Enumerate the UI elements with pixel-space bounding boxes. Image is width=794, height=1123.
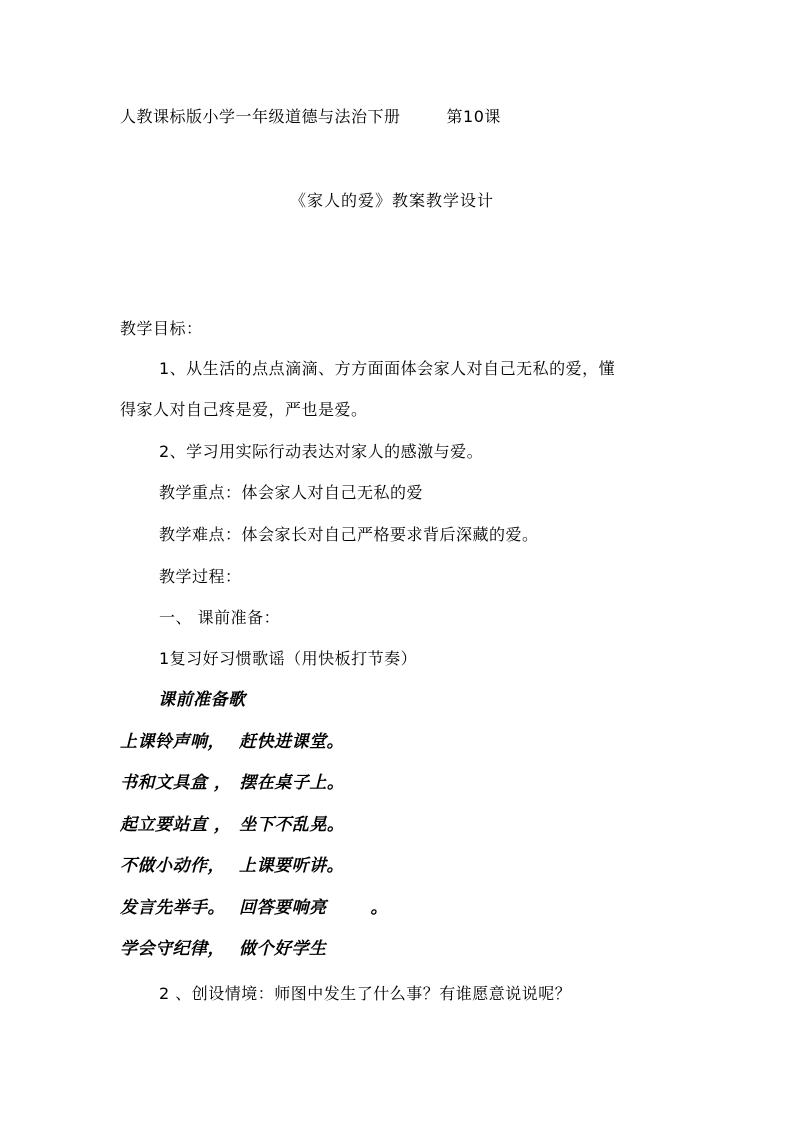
objective-1-line-1: 1、从生活的点点滴滴、方方面面体会家人对自己无私的爱，懂 bbox=[159, 359, 616, 378]
song-line-part: 学会守纪律， bbox=[120, 939, 225, 959]
step-1-heading: 一、 课前准备： bbox=[159, 608, 281, 627]
song-line bbox=[120, 938, 327, 960]
song-line bbox=[120, 772, 344, 794]
teaching-difficulty: 教学难点：体会家长对自己严格要求背后深藏的爱。 bbox=[159, 525, 539, 544]
song-line bbox=[120, 897, 388, 919]
song-line-part: 做个好学生 bbox=[239, 939, 327, 959]
song-line bbox=[120, 731, 344, 753]
song-line-part: 摆在桌子上。 bbox=[239, 773, 345, 793]
step-1-sub: 1复习好习惯歌谣（用快板打节奏） bbox=[159, 649, 418, 668]
song-line-part: 。 bbox=[370, 898, 388, 918]
step-2: 2 、创设情境：师图中发生了什么事？有谁愿意说说呢？ bbox=[159, 984, 572, 1003]
song-line-part: 坐下不乱晃。 bbox=[239, 815, 345, 835]
song-line-part: 回答要响亮 bbox=[239, 898, 327, 918]
song-line-part: 上课铃声响， bbox=[120, 732, 225, 752]
song-line-part: 发言先举手。 bbox=[120, 898, 225, 918]
objectives-heading: 教学目标： bbox=[120, 319, 203, 338]
song-line-part: 赶快进课堂。 bbox=[239, 732, 344, 752]
song-line bbox=[120, 814, 344, 836]
song-line-part: 书和文具盒 ， bbox=[120, 773, 232, 793]
lesson-number: 第10课 bbox=[446, 107, 501, 126]
song-line-part: 不做小动作， bbox=[120, 856, 225, 876]
objective-2: 2、学习用实际行动表达对家人的感激与爱。 bbox=[159, 442, 484, 461]
song-line bbox=[120, 855, 344, 877]
document-title: 《家人的爱》教案教学设计 bbox=[290, 191, 495, 210]
song-title: 课前准备歌 bbox=[158, 690, 246, 710]
objective-1-line-2: 得家人对自己疼是爱，严也是爱。 bbox=[120, 400, 368, 419]
teaching-process-heading: 教学过程： bbox=[159, 567, 242, 586]
song-line-part: 上课要听讲。 bbox=[239, 856, 344, 876]
teaching-key-point: 教学重点：体会家人对自己无私的爱 bbox=[159, 483, 424, 502]
song-line-part: 起立要站直 ， bbox=[120, 815, 232, 835]
document-header bbox=[120, 106, 501, 128]
course-name: 人教课标版小学一年级道德与法治下册 bbox=[120, 107, 401, 126]
